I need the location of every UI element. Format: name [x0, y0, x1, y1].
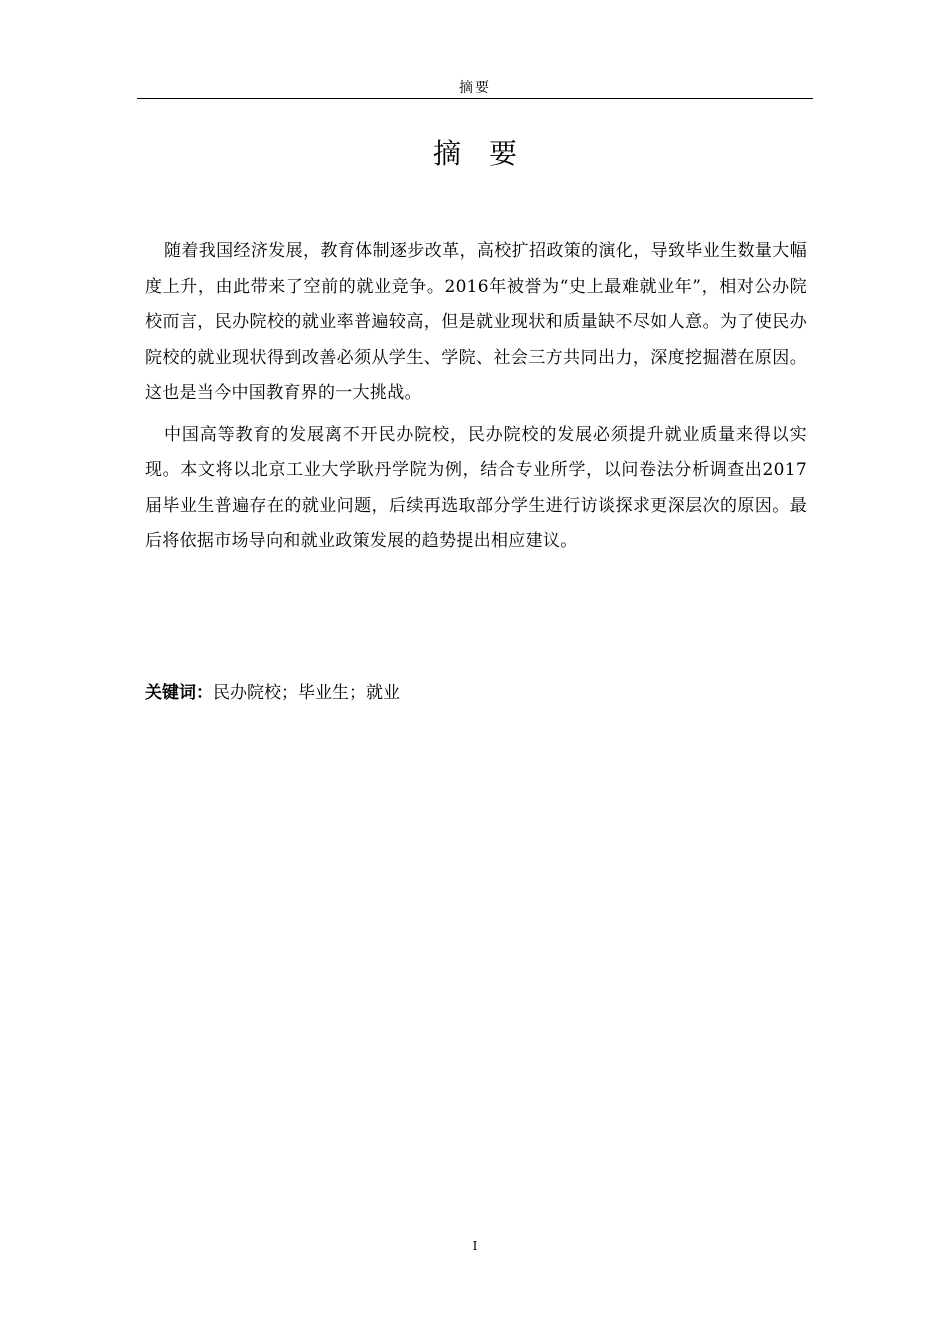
- running-header: 摘要: [459, 80, 491, 96]
- abstract-paragraph: 随着我国经济发展，教育体制逐步改革，高校扩招政策的演化，导致毕业生数量大幅度上升，由此带来了空前的就业竞争。2016年被誉为“史上最难就业年”，相对公办院校而言，民办院校的就业率普遍较高，但是就业现状和质量缺不尽如人意。为了使民办院校的就业现状得到改善必须从学生、学院、社会三方共同出力，深度挖掘潜在原因。这也是当今中国教育界的一大挑战。: [145, 241, 807, 403]
- header-divider: [137, 98, 813, 99]
- abstract-body: [145, 234, 807, 560]
- page-title: 摘要: [432, 137, 545, 170]
- keywords-value: 民办院校；毕业生；就业: [213, 683, 400, 703]
- keywords-label: 关键词：: [145, 683, 213, 703]
- page-number: I: [472, 1239, 478, 1253]
- keywords-line: [145, 678, 807, 708]
- abstract-paragraph: 中国高等教育的发展离不开民办院校，民办院校的发展必须提升就业质量来得以实现。本文将以北京工业大学耿丹学院为例，结合专业所学，以问卷法分析调查出2017届毕业生普遍存在的就业问题，后续再选取部分学生进行访谈探求更深层次的原因。最后将依据市场导向和就业政策发展的趋势提出相应建议。: [145, 424, 807, 551]
